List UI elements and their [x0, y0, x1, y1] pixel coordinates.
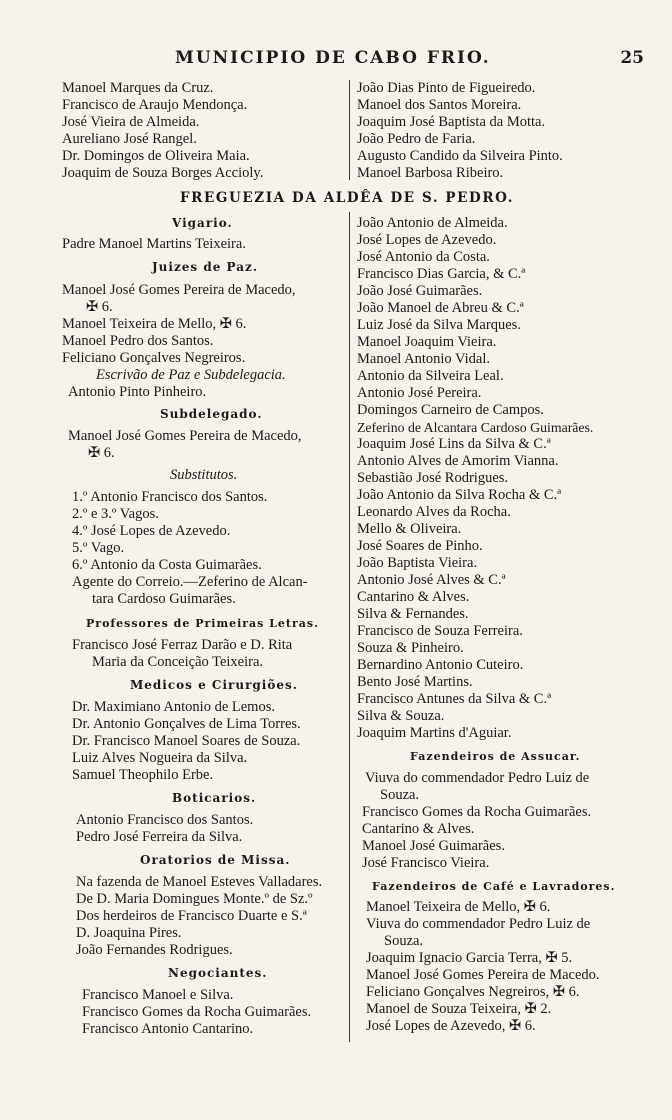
negociante-entry: Manoel Antonio Vidal. — [357, 351, 490, 367]
top-left-entry: Aureliano José Rangel. — [62, 131, 197, 147]
fazendeiro-cafe-entry: Joaquim Ignacio Garcia Terra, ✠ 5. — [366, 950, 573, 966]
section-heading-oratorios: Oratorios de Missa. — [140, 853, 291, 867]
negociante-entry: Sebastião José Rodrigues. — [357, 470, 509, 486]
fazendeiro-cafe-entry: Feliciano Gonçalves Negreiros, ✠ 6. — [366, 984, 580, 1000]
fazendeiro-cafe-entry: Souza. — [384, 933, 424, 949]
section-heading-professores: Professores de Primeiras Letras. — [86, 617, 319, 630]
top-right-entry: Manoel Barbosa Ribeiro. — [357, 165, 504, 181]
escrivao-name: Antonio Pinto Pinheiro. — [68, 384, 207, 400]
fazendeiro-assucar-entry: Francisco Gomes da Rocha Guimarães. — [362, 804, 592, 820]
top-right-entry: João Dias Pinto de Figueiredo. — [357, 80, 536, 96]
fazendeiro-cafe-entry: José Lopes de Azevedo, ✠ 6. — [366, 1018, 536, 1034]
substituto-entry: 5.º Vago. — [72, 540, 125, 556]
negociante-entry: Francisco Manoel e Silva. — [82, 987, 234, 1003]
oratorio-entry: Dos herdeiros de Francisco Duarte e S.ª — [76, 908, 307, 924]
negociante-entry: Joaquim Martins d'Aguiar. — [357, 725, 512, 741]
page-header — [0, 48, 672, 72]
juiz-entry: Manoel José Gomes Pereira de Macedo, — [62, 282, 296, 298]
substituto-entry: 1.º Antonio Francisco dos Santos. — [72, 489, 268, 505]
oratorio-entry: D. Joaquina Pires. — [76, 925, 182, 941]
negociante-entry: Zeferino de Alcantara Cardoso Guimarães. — [357, 420, 594, 435]
section-heading-subdelegado: Subdelegado. — [160, 407, 263, 421]
negociante-entry: Domingos Carneiro de Campos. — [357, 402, 544, 418]
fazendeiro-cafe-entry: Manoel de Souza Teixeira, ✠ 2. — [366, 1001, 552, 1017]
top-right-entry: Joaquim José Baptista da Motta. — [357, 114, 546, 130]
fazendeiro-assucar-entry: Viuva do commendador Pedro Luiz de — [365, 770, 590, 786]
section-heading-boticarios: Boticarios. — [172, 791, 257, 805]
page-number: 25 — [620, 48, 644, 68]
substituto-entry: 2.º e 3.º Vagos. — [72, 506, 159, 522]
fazendeiro-assucar-entry: Manoel José Guimarães. — [362, 838, 505, 854]
column-divider — [349, 212, 350, 1042]
top-left-entry: Manoel Marques da Cruz. — [62, 80, 214, 96]
fazendeiro-assucar-entry: José Francisco Vieira. — [362, 855, 490, 871]
juiz-entry: Feliciano Gonçalves Negreiros. — [62, 350, 246, 366]
fazendeiro-cafe-entry: Manoel José Gomes Pereira de Macedo. — [366, 967, 600, 983]
fazendeiro-assucar-entry: Cantarino & Alves. — [362, 821, 475, 837]
negociante-entry: Antonio da Silveira Leal. — [357, 368, 504, 384]
negociante-entry: Antonio Alves de Amorim Vianna. — [357, 453, 559, 469]
negociante-entry: João Antonio de Almeida. — [357, 215, 508, 231]
negociante-entry: Mello & Oliveira. — [357, 521, 462, 537]
negociante-entry: João Antonio da Silva Rocha & C.ª — [357, 487, 562, 503]
top-left-entry: Francisco de Araujo Mendonça. — [62, 97, 248, 113]
juiz-entry: Manoel Pedro dos Santos. — [62, 333, 214, 349]
negociante-entry: João Baptista Vieira. — [357, 555, 478, 571]
negociante-entry: Souza & Pinheiro. — [357, 640, 464, 656]
subdelegado-entry: Manoel José Gomes Pereira de Macedo, — [68, 428, 302, 444]
section-heading-medicos: Medicos e Cirurgiões. — [130, 678, 298, 692]
negociante-entry: José Soares de Pinho. — [357, 538, 483, 554]
negociante-entry: Leonardo Alves da Rocha. — [357, 504, 511, 520]
boticario-entry: Pedro José Ferreira da Silva. — [76, 829, 243, 845]
negociante-entry: Cantarino & Alves. — [357, 589, 470, 605]
negociante-entry: Francisco Dias Garcia, & C.ª — [357, 266, 526, 282]
substituto-entry: 6.º Antonio da Costa Guimarães. — [72, 557, 262, 573]
fazendeiro-assucar-entry: Souza. — [380, 787, 420, 803]
professor-entry: Maria da Conceição Teixeira. — [92, 654, 264, 670]
negociante-entry: Luiz José da Silva Marques. — [357, 317, 521, 333]
section-heading-fazendeiros-cafe: Fazendeiros de Café e Lavradores. — [372, 880, 616, 893]
top-left-entry: Joaquim de Souza Borges Accioly. — [62, 165, 264, 181]
vigario-name: Padre Manoel Martins Teixeira. — [62, 236, 246, 252]
medico-entry: Dr. Francisco Manoel Soares de Souza. — [72, 733, 301, 749]
top-left-entry: Dr. Domingos de Oliveira Maia. — [62, 148, 250, 164]
medico-entry: Samuel Theophilo Erbe. — [72, 767, 214, 783]
fazendeiro-cafe-entry: Manoel Teixeira de Mello, ✠ 6. — [366, 899, 551, 915]
juiz-entry: Manoel Teixeira de Mello, ✠ 6. — [62, 316, 247, 332]
top-left-entry: José Vieira de Almeida. — [62, 114, 200, 130]
negociante-entry: Francisco Gomes da Rocha Guimarães. — [82, 1004, 312, 1020]
negociante-entry: José Antonio da Costa. — [357, 249, 490, 265]
negociante-entry: Francisco Antonio Cantarino. — [82, 1021, 254, 1037]
negociante-entry: Antonio José Pereira. — [357, 385, 482, 401]
negociante-entry: Francisco Antunes da Silva & C.ª — [357, 691, 552, 707]
professor-entry: Francisco José Ferraz Darão e D. Rita — [72, 637, 293, 653]
top-right-entry: João Pedro de Faria. — [357, 131, 476, 147]
medico-entry: Dr. Antonio Gonçalves de Lima Torres. — [72, 716, 301, 732]
oratorio-entry: João Fernandes Rodrigues. — [76, 942, 233, 958]
negociante-entry: João José Guimarães. — [357, 283, 483, 299]
correio-entry: Agente do Correio.—Zeferino de Alcan- — [72, 574, 308, 590]
negociante-entry: Francisco de Souza Ferreira. — [357, 623, 523, 639]
negociante-entry: Joaquim José Lins da Silva & C.ª — [357, 436, 551, 452]
section-heading-fazendeiros-assucar: Fazendeiros de Assucar. — [410, 750, 581, 763]
boticario-entry: Antonio Francisco dos Santos. — [76, 812, 254, 828]
fazendeiro-cafe-entry: Viuva do commendador Pedro Luiz de — [366, 916, 591, 932]
negociante-entry: Bernardino Antonio Cuteiro. — [357, 657, 524, 673]
correio-entry: tara Cardoso Guimarães. — [92, 591, 236, 607]
section-heading-vigario: Vigario. — [172, 216, 233, 230]
section-heading-substitutos: Substitutos. — [170, 467, 238, 483]
parish-title: FREGUEZIA DA ALDÊA DE S. PEDRO. — [180, 190, 515, 206]
section-heading-negociantes: Negociantes. — [168, 966, 268, 980]
juiz-entry: ✠ 6. — [86, 299, 113, 315]
negociante-entry: Antonio José Alves & C.ª — [357, 572, 506, 588]
negociante-entry: Manoel Joaquim Vieira. — [357, 334, 497, 350]
negociante-entry: João Manoel de Abreu & C.ª — [357, 300, 524, 316]
top-right-entry: Augusto Candido da Silveira Pinto. — [357, 148, 563, 164]
oratorio-entry: Na fazenda de Manoel Esteves Valladares. — [76, 874, 323, 890]
negociante-entry: José Lopes de Azevedo. — [357, 232, 497, 248]
page-title: MUNICIPIO DE CABO FRIO. — [175, 48, 491, 68]
substituto-entry: 4.º José Lopes de Azevedo. — [72, 523, 231, 539]
section-heading-juizes: Juizes de Paz. — [152, 260, 259, 274]
negociante-entry: Silva & Fernandes. — [357, 606, 469, 622]
top-column-divider — [349, 80, 350, 180]
negociante-entry: Bento José Martins. — [357, 674, 473, 690]
medico-entry: Luiz Alves Nogueira da Silva. — [72, 750, 248, 766]
oratorio-entry: De D. Maria Domingues Monte.º de Sz.º — [76, 891, 313, 907]
section-heading-escrivao: Escrivão de Paz e Subdelegacia. — [96, 367, 286, 383]
negociante-entry: Silva & Souza. — [357, 708, 445, 724]
subdelegado-entry: ✠ 6. — [88, 445, 115, 461]
medico-entry: Dr. Maximiano Antonio de Lemos. — [72, 699, 275, 715]
top-right-entry: Manoel dos Santos Moreira. — [357, 97, 522, 113]
